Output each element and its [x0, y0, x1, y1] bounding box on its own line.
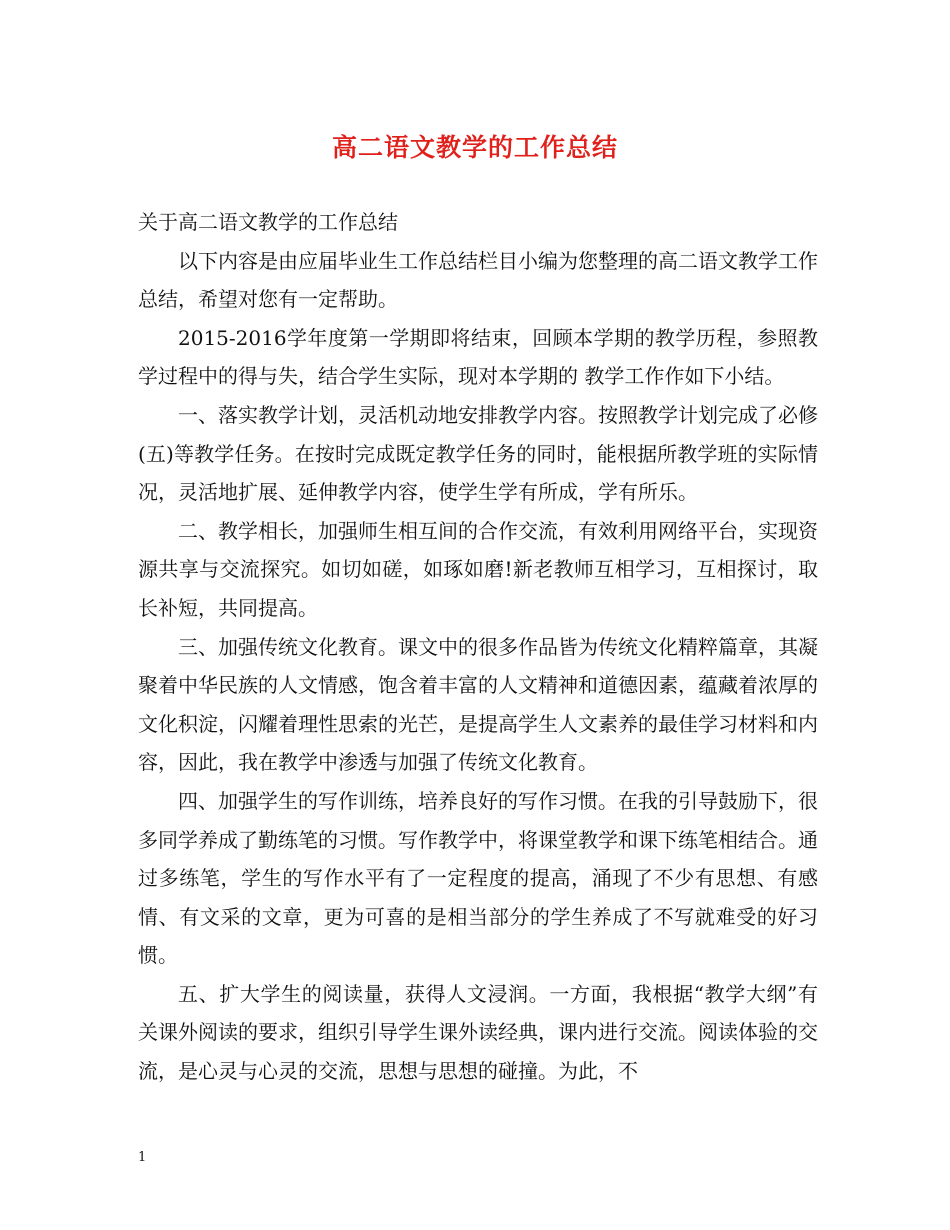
paragraph-item-1: 一、落实教学计划，灵活机动地安排教学内容。按照教学计划完成了必修(五)等教学任务。在按时完成既定教学任务的同时，能根据所教学班的实际情况，灵活地扩展、延伸教学内容，使学生学有所成，学有所乐。	[138, 402, 818, 505]
paragraph-intro: 以下内容是由应届毕业生工作总结栏目小编为您整理的高二语文教学工作总结，希望对您有一定帮助。	[138, 248, 818, 312]
paragraph-item-2: 二、教学相长，加强师生相互间的合作交流，有效利用网络平台，实现资源共享与交流探究。如切如磋，如琢如磨!新老教师互相学习，互相探讨，取长补短，共同提高。	[138, 518, 818, 620]
paragraph-semester-review: 2015-2016学年度第一学期即将结束，回顾本学期的教学历程，参照教学过程中的得与失，结合学生实际，现对本学期的 教学工作作如下小结。	[138, 325, 818, 389]
paragraph-item-3: 三、加强传统文化教育。课文中的很多作品皆为传统文化精粹篇章，其凝聚着中华民族的人文情感，饱含着丰富的人文精神和道德因素，蕴藏着浓厚的文化积淀，闪耀着理性思索的光芒，是提高学生人文素养的最佳学习材料和内容，因此，我在教学中渗透与加强了传统文化教育。	[138, 634, 818, 775]
paragraph-item-4: 四、加强学生的写作训练，培养良好的写作习惯。在我的引导鼓励下，很多同学养成了勤练笔的习惯。写作教学中，将课堂教学和课下练笔相结合。通过多练笔，学生的写作水平有了一定程度的提高，涌现了不少有思想、有感情、有文采的文章，更为可喜的是相当部分的学生养成了不写就难受的好习惯。	[138, 788, 818, 968]
document-subtitle: 关于高二语文教学的工作总结	[138, 210, 398, 234]
document-title: 高二语文教学的工作总结	[331, 133, 618, 162]
paragraph-item-5: 五、扩大学生的阅读量，获得人文浸润。一方面，我根据“教学大纲”有关课外阅读的要求，组织引导学生课外读经典，课内进行交流。阅读体验的交流，是心灵与心灵的交流，思想与思想的碰撞。为此，不	[138, 981, 818, 1084]
page-number: 1	[138, 1150, 147, 1165]
document-body	[138, 203, 818, 1091]
